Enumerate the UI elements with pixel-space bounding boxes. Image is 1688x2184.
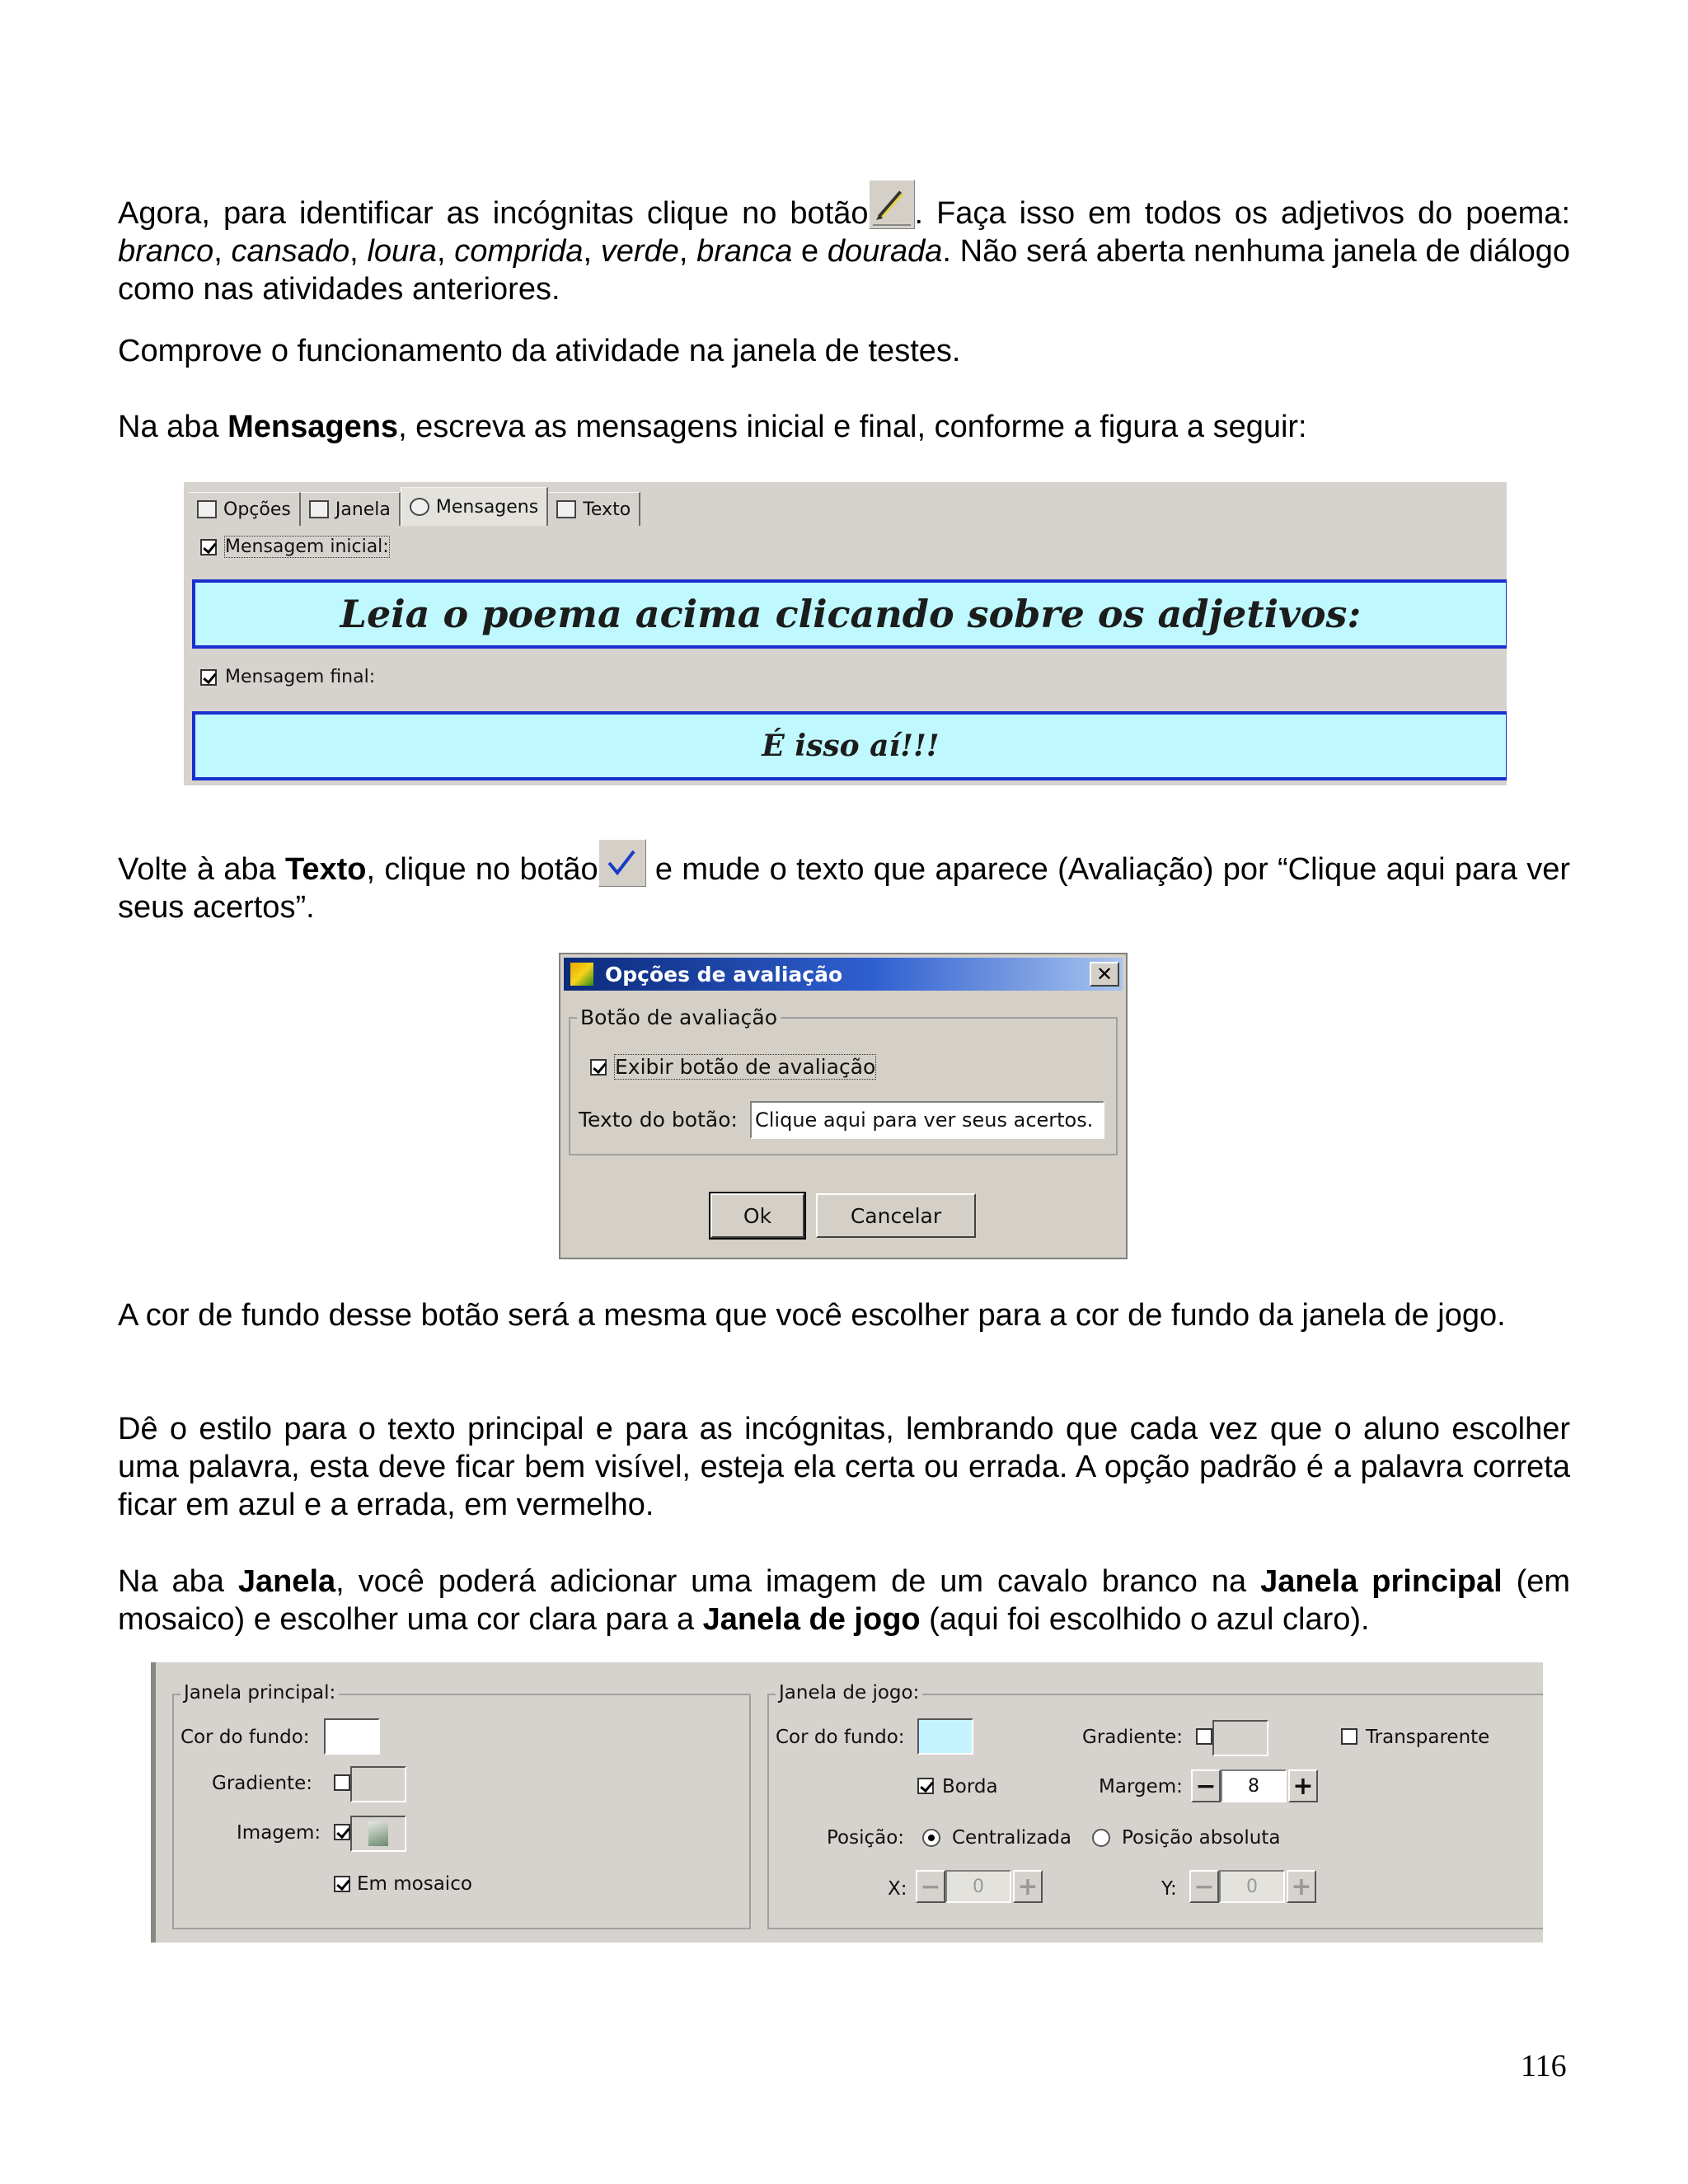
- centered-radio[interactable]: [922, 1829, 940, 1847]
- y-label: Y:: [1161, 1878, 1177, 1900]
- initial-message-checkbox[interactable]: [200, 539, 217, 555]
- mosaic-option[interactable]: [334, 1873, 472, 1895]
- paragraph-2: Comprove o funcionamento da atividade na janela de testes.: [118, 334, 961, 368]
- final-message-box[interactable]: É isso aí!!!: [192, 711, 1507, 780]
- horse-image-thumbnail: [368, 1821, 388, 1846]
- initial-message-option[interactable]: [200, 537, 389, 557]
- main-image-button[interactable]: [350, 1816, 406, 1852]
- page-number: 116: [1521, 2049, 1567, 2083]
- final-message-option[interactable]: [200, 667, 375, 687]
- app-icon: [570, 963, 593, 986]
- final-message-checkbox[interactable]: [200, 669, 217, 686]
- game-gradient-checkbox[interactable]: [1196, 1728, 1212, 1745]
- paragraph-5: A cor de fundo desse botão será a mesma que você escolher para a cor de fundo da janela de jogo.: [118, 1298, 1506, 1333]
- y-increase-button[interactable]: +: [1287, 1870, 1316, 1903]
- main-image-checkbox[interactable]: [334, 1824, 350, 1840]
- main-gradient-label: Gradiente:: [212, 1773, 313, 1794]
- main-window-legend: Janela principal:: [181, 1682, 339, 1704]
- checkmark-icon: [598, 839, 646, 887]
- evaluation-options-dialog: [559, 953, 1128, 1259]
- mensagens-panel-screenshot: [184, 482, 1507, 785]
- x-input[interactable]: 0: [945, 1870, 1011, 1903]
- mosaic-checkbox[interactable]: [334, 1876, 350, 1892]
- evaluation-button-group: [569, 1005, 1118, 1155]
- game-window-group: [767, 1682, 1543, 1929]
- border-checkbox[interactable]: [917, 1778, 934, 1794]
- dialog-title-bar[interactable]: [564, 958, 1123, 991]
- main-gradient-checkbox[interactable]: [334, 1774, 350, 1791]
- pencil-icon: [869, 180, 915, 229]
- cancel-button[interactable]: Cancelar: [816, 1193, 976, 1238]
- y-decrease-button[interactable]: −: [1189, 1870, 1219, 1903]
- margin-input[interactable]: 8: [1221, 1769, 1287, 1802]
- show-button-checkbox[interactable]: [590, 1059, 607, 1076]
- tab-mensagens[interactable]: Mensagens: [401, 487, 548, 526]
- main-window-group: [172, 1682, 751, 1929]
- close-icon[interactable]: ✕: [1090, 962, 1119, 987]
- paragraph-7: Na aba Janela, você poderá adicionar uma imagem de um cavalo branco na Janela principal (em mosaico) e escolher uma cor clara para a Janela de jogo (aqui foi escolhido o azul claro).: [118, 1564, 1571, 1637]
- x-decrease-button[interactable]: −: [916, 1870, 945, 1903]
- absolute-position-radio[interactable]: [1092, 1829, 1110, 1847]
- centered-label: Centralizada: [952, 1827, 1071, 1849]
- main-image-label: Imagem:: [237, 1822, 321, 1844]
- tab-bar: [189, 487, 640, 527]
- mosaic-label: Em mosaico: [357, 1873, 472, 1895]
- paragraph-4: Volte à aba Texto, clique no botão e mude o texto que aparece (Avaliação) por “Clique aqui para ver seus acertos”.: [118, 839, 1570, 926]
- janela-panel-screenshot: [151, 1662, 1543, 1943]
- main-bg-color-label: Cor do fundo:: [181, 1727, 310, 1748]
- window-icon: [309, 500, 329, 518]
- ok-button[interactable]: Ok: [710, 1193, 804, 1238]
- transparent-checkbox[interactable]: [1341, 1728, 1357, 1745]
- text-icon: [556, 500, 576, 518]
- dialog-title: Opções de avaliação: [605, 962, 843, 987]
- button-text-label: Texto do botão:: [579, 1108, 738, 1132]
- paragraph-1: Agora, para identificar as incógnitas clique no botão . Faça isso em todos os adjetivos do poema: branco, cansado, loura, comprida, verde, branca e dourada. Não será aberta nenhuma janela de diálogo como nas atividades anteriores.: [118, 180, 1570, 308]
- margin-decrease-button[interactable]: −: [1191, 1769, 1221, 1802]
- paragraph-6: Dê o estilo para o texto principal e para as incógnitas, lembrando que cada vez que o aluno escolher uma palavra, esta deve ficar bem visível, esteja ela certa ou errada. A opção padrão é a palavra correta ficar em azul e a errada, em vermelho.: [118, 1412, 1570, 1522]
- margin-label: Margem:: [1099, 1776, 1183, 1797]
- position-label: Posição:: [827, 1827, 905, 1849]
- messages-icon: [410, 498, 429, 516]
- game-window-legend: Janela de jogo:: [776, 1682, 922, 1704]
- game-gradient-label: Gradiente:: [1082, 1727, 1184, 1748]
- main-bg-color-swatch[interactable]: [324, 1718, 380, 1755]
- initial-message-box[interactable]: Leia o poema acima clicando sobre os adjetivos:: [192, 579, 1507, 649]
- border-label: Borda: [942, 1776, 998, 1797]
- button-text-input[interactable]: Clique aqui para ver seus acertos.: [750, 1101, 1104, 1139]
- absolute-position-label: Posição absoluta: [1122, 1827, 1281, 1849]
- initial-message-label: Mensagem inicial:: [225, 537, 389, 557]
- tab-janela[interactable]: Janela: [301, 492, 401, 526]
- show-button-option[interactable]: [590, 1055, 875, 1079]
- game-gradient-swatch[interactable]: [1212, 1720, 1268, 1756]
- paragraph-3: Na aba Mensagens, escreva as mensagens inicial e final, conforme a figura a seguir:: [118, 410, 1307, 444]
- x-label: X:: [888, 1878, 907, 1900]
- x-increase-button[interactable]: +: [1013, 1870, 1043, 1903]
- margin-increase-button[interactable]: +: [1288, 1769, 1318, 1802]
- y-input[interactable]: 0: [1219, 1870, 1285, 1903]
- game-bg-color-label: Cor do fundo:: [776, 1727, 905, 1748]
- tab-opcoes[interactable]: Opções: [189, 492, 301, 526]
- tab-texto[interactable]: Texto: [548, 492, 640, 526]
- transparent-label: Transparente: [1366, 1727, 1490, 1748]
- group-legend: Botão de avaliação: [577, 1005, 781, 1029]
- game-bg-color-swatch[interactable]: [917, 1718, 973, 1755]
- main-gradient-swatch[interactable]: [350, 1766, 406, 1802]
- final-message-label: Mensagem final:: [225, 667, 376, 687]
- options-icon: [197, 500, 217, 518]
- show-button-label: Exibir botão de avaliação: [615, 1055, 876, 1079]
